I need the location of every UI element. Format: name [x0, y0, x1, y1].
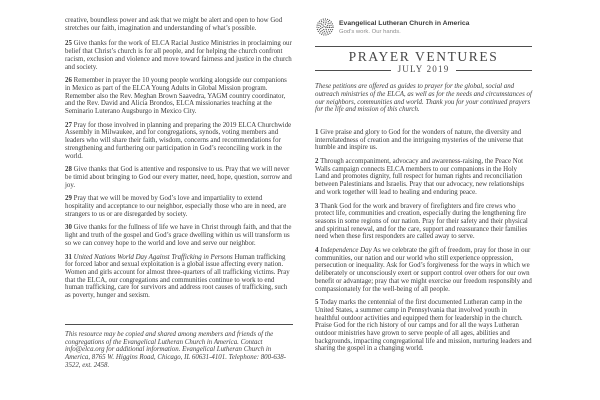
- elca-brand: [316, 18, 532, 36]
- continued-paragraph: creative, boundless power and ask that we might be alert and open to how God stretches our faith, imagination and understanding of what’s possible.: [65, 17, 283, 32]
- subtitle-right-rule: [456, 70, 532, 71]
- elca-globe-icon: [316, 18, 334, 36]
- entry-number: 29: [65, 195, 72, 203]
- page-title: PRAYER VENTURES: [348, 49, 499, 65]
- brand-name: Evangelical Lutheran Church in America: [339, 20, 470, 27]
- prayer-entry: 5 Today marks the centennial of the first documented Lutheran camp in the United States, a summer camp in Pennsylvania that involved youth in healthful outdoor activities and equipped them for leadership in the church. Praise God for the rich history of our camps and for all the ways Lutheran outdoor ministries have grown to serve people of all ages, abilities and backgrounds, impacting congregational life and mission, nurturing leaders and sharing the gospel in a changing world.: [315, 299, 532, 353]
- masthead-subtitle-row: [315, 66, 532, 74]
- prayer-entry: 28 Give thanks that God is attentive and responsive to us. Pray that we will never be timid about bringing to God our every matter, need, hope, question, sorrow and joy.: [65, 166, 292, 189]
- prayer-entry: 31 United Nations World Day Against Trafficking in Persons Human trafficking for forced labor and sexual exploitation is a global issue affecting every nation. Women and girls account for almost three-quarters of all trafficking victims. Pray that the ELCA, our congregations and communities continue to work to end human trafficking, care for survivors and address root causes of trafficking, such as poverty, hunger and sexism.: [65, 253, 290, 300]
- prayer-entries-right: [315, 129, 532, 353]
- subtitle-left-rule: [315, 70, 391, 71]
- entry-number: 3: [315, 202, 319, 210]
- entry-number: 2: [315, 158, 319, 166]
- entry-number: 30: [65, 224, 72, 232]
- entry-number: 26: [65, 77, 72, 85]
- issue-date: JULY 2019: [397, 64, 450, 75]
- entry-observance: Independence Day: [320, 247, 372, 255]
- intro-paragraph: These petitions are offered as guides to prayer for the global, social and outreach ministries of the ELCA, as well as for the needs and circumstances of our neighbors, communities and world. Thank you for your continued prayers for the life and mission of this church.: [315, 83, 532, 114]
- prayer-entry: 3 Thank God for the work and bravery of firefighters and fire crews who protect life, communities and creation, especially during the lengthening fire seasons in some regions of our nation. Pray for their safety and their physical and spiritual renewal, and for the care, support and reassurance their families need when these first responders are called away to serve.: [315, 202, 528, 241]
- prayer-entry: 29 Pray that we will be moved by God’s love and impartiality to extend hospitality and acceptance to our neighbor, especially those who are in need, are strangers to us or are disregarded by society.: [65, 195, 287, 218]
- entry-number: 28: [65, 166, 72, 174]
- masthead-top-rule: [315, 46, 532, 47]
- prayer-entry: 27 Pray for those involved in planning and preparing the 2019 ELCA Churchwide Assembly in Milwaukee, and for congregations, synods, voting members and leaders who will share their faith, wisdom, concerns and recommendations for strengthening and furthering our participation in God’s reconciling work in the world.: [65, 121, 292, 160]
- masthead: [315, 46, 532, 74]
- prayer-entries-left: [65, 40, 293, 299]
- entry-number: 5: [315, 299, 319, 307]
- footer-section: [65, 324, 293, 370]
- prayer-entry: 2 Through accompaniment, advocacy and awareness-raising, the Peace Not Walls campaign connects ELCA members to our companions in the Holy Land and promotes dignity, full respect for human rights and reconciliation between Palestinians and Israelis. Pray that our advocacy, new relationships and work together will lead to healing and enduring peace.: [315, 158, 525, 196]
- prayer-entry: 25 Give thanks for the work of ELCA Racial Justice Ministries in proclaiming our belief that Christ’s church is for all people, and for helping the church confront racism, exclusion and violence and move toward fairness and justice in the church and society.: [65, 40, 292, 71]
- brand-text: [339, 18, 469, 36]
- right-page: [315, 14, 532, 359]
- brand-tagline: God’s work. Our hands.: [339, 29, 401, 35]
- entry-number: 25: [65, 40, 72, 48]
- copyright-note: This resource may be copied and shared among members and friends of the congregations of the Evangelical Lutheran Church in America. Contact info@elca.org for additional information. Evangelical Lutheran Church in America, 8765 W. Higgins Road, Chicago, IL 60631-4101. Telephone: 800-638-3522, ext. 2458.: [65, 330, 286, 369]
- prayer-entry: 26 Remember in prayer the 10 young people working alongside our companions in Mexico as part of the ELCA Young Adults in Global Mission program. Remember also the Rev. Meghan Brown Saavedra, YAGM country coordinator, and the Rev. David and Alicia Brondos, ELCA missionaries teaching at the Seminario Luterano Augsburgo in Mexico City.: [65, 77, 287, 116]
- left-page: [65, 17, 293, 375]
- entry-number: 27: [65, 121, 72, 129]
- entry-number: 4: [315, 247, 319, 255]
- entry-number: 31: [65, 253, 72, 261]
- prayer-entry: 30 Give thanks for the fullness of life we have in Christ through faith, and that the light and truth of the gospel and God’s grace dwelling within us will transform us so we can convey hope to the world and love and serve our neighbor.: [65, 224, 292, 247]
- entry-number: 1: [315, 128, 319, 136]
- prayer-entry: 1 Give praise and glory to God for the wonders of nature, the diversity and interrelatedness of creation and the intriguing mysteries of the universe that humble and inspire us.: [315, 128, 524, 152]
- prayer-entry: 4 Independence Day As we celebrate the gift of freedom, pray for those in our communities, our nation and our world who still experience oppression, persecution or inequality. Ask for God’s forgiveness for the ways in which we deliberately or unconsciously exert or support control over others for our own benefit or advantage; pray that we might exercise our freedom responsibly and compassionately for the well-being of all people.: [315, 247, 532, 293]
- entry-observance: United Nations World Day Against Trafficking in Persons: [73, 253, 233, 261]
